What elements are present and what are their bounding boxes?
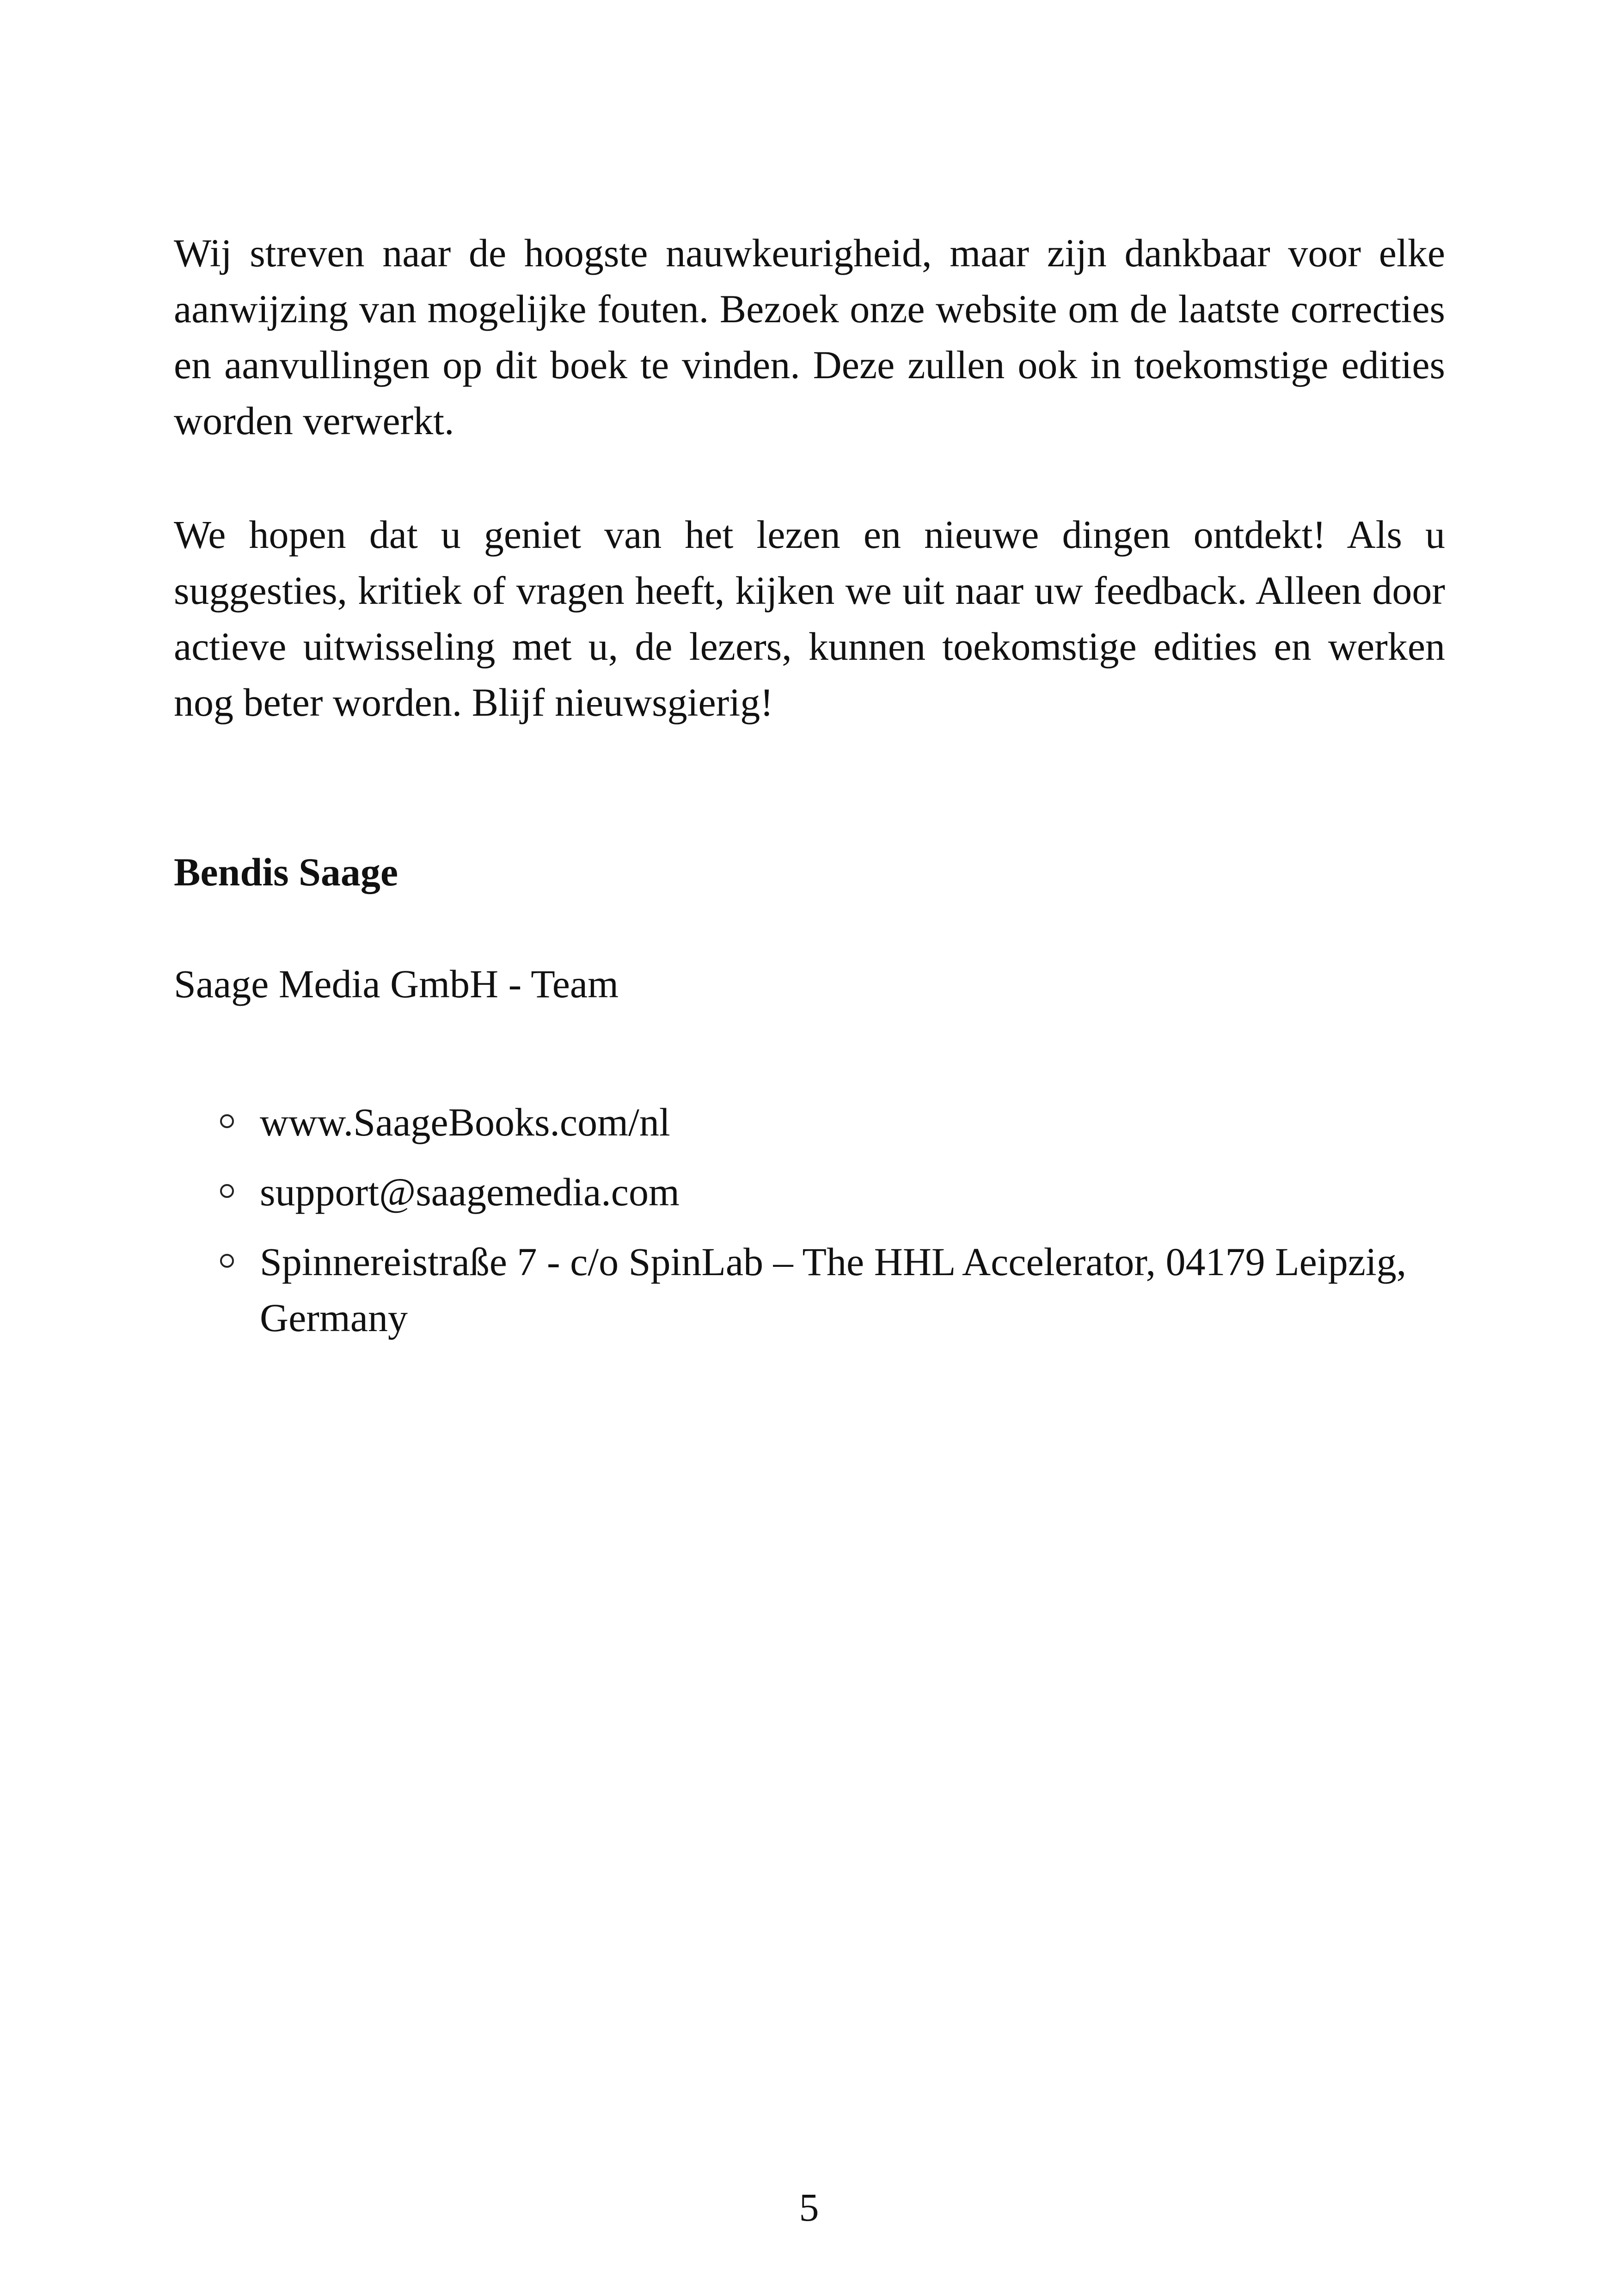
support-email[interactable]: support@saagemedia.com <box>260 1170 680 1214</box>
contact-list <box>0 1094 1618 1360</box>
circle-bullet-icon <box>220 1184 234 1198</box>
postal-address: Spinnereistraße 7 - c/o SpinLab – The HHL Accelerator, 04179 Leipzig, Germany <box>260 1240 1407 1340</box>
author-name: Bendis Saage <box>174 850 398 894</box>
team-name: Saage Media GmbH - Team <box>174 962 619 1006</box>
paragraph-reader-feedback: We hopen dat u geniet van het lezen en nieuwe dingen ontdekt! Als u suggesties, kritiek of vragen heeft, kijken we uit naar uw feedback. Alleen door actieve uitwisseling met u, de lezers, kunnen toekomstige edities en werken nog beter worden. Blijf nieuwsgierig! <box>174 512 1445 724</box>
contact-website <box>0 1094 1416 1150</box>
circle-bullet-icon <box>220 1254 234 1268</box>
paragraph-accuracy-notice: Wij streven naar de hoogste nauwkeurigheid, maar zijn dankbaar voor elke aanwijzing van mogelijke fouten. Bezoek onze website om de laatste correcties en aanvullingen op dit boek te vinden. Deze zullen ook in toekomstige edities worden verwerkt. <box>174 231 1445 443</box>
page-number: 5 <box>799 2185 819 2229</box>
circle-bullet-icon <box>220 1114 234 1128</box>
contact-address <box>0 1234 1416 1346</box>
contact-email <box>0 1164 1416 1220</box>
website-url[interactable]: www.SaageBooks.com/nl <box>260 1100 670 1144</box>
